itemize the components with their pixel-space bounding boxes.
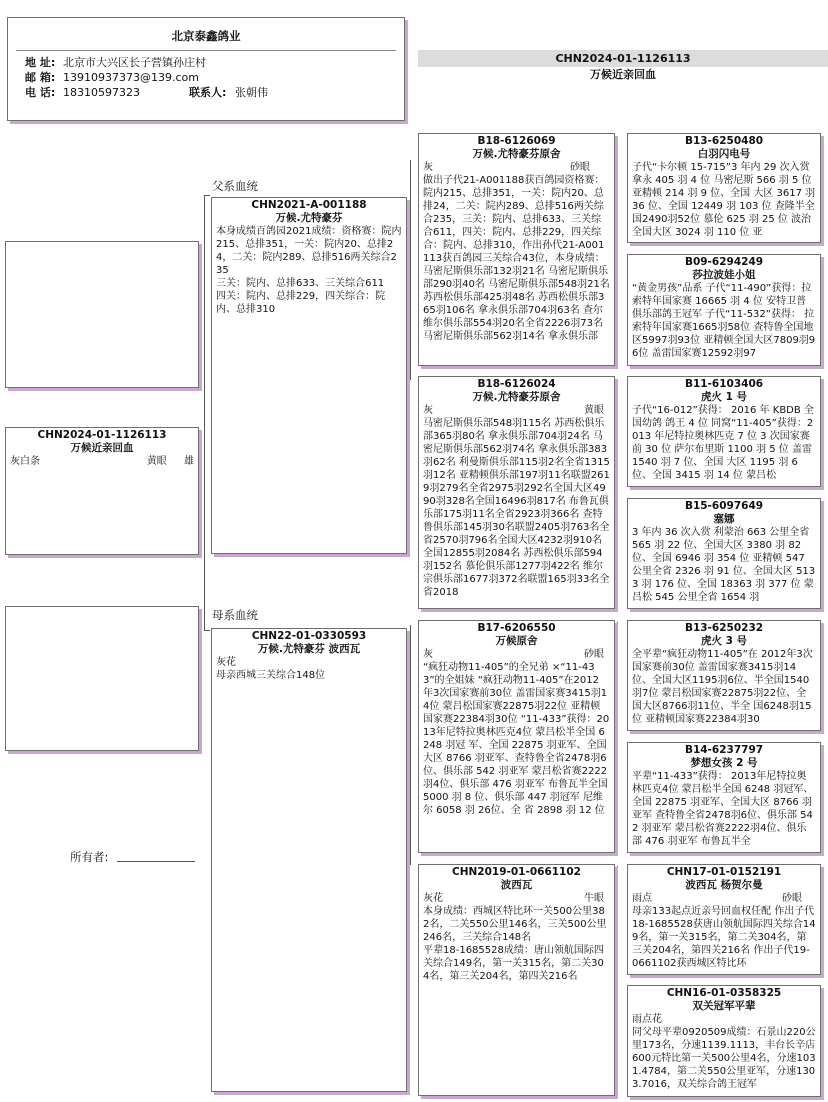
- sds-ring: B11-6103406: [684, 378, 764, 390]
- ddd-name: 双关冠军平辈: [692, 1000, 756, 1012]
- ds-card: [418, 620, 615, 853]
- ss-eye: 砂眼: [570, 162, 590, 173]
- sdd-ring: B15-6097649: [684, 500, 764, 512]
- dsd-name: 梦想女孩 2 号: [690, 757, 758, 769]
- ssd-ring: B09-6294249: [684, 256, 764, 268]
- ddd-ring: CHN16-01-0358325: [666, 987, 782, 999]
- photo-frame-top: [5, 241, 199, 388]
- phone-label: 电 话:: [25, 86, 56, 99]
- subject-sex: 雄: [184, 456, 194, 467]
- dds-card: [627, 864, 821, 975]
- sd-eye: 黄眼: [584, 405, 604, 416]
- dds-desc: 母亲133起点近亲号回血权任配 作出子代18-1685528获唐山领航国际四关综合149名，第一关315名，第二关304名，第三关204名，第四关216名 作出子代19-0661102获西城区特比环: [632, 906, 816, 969]
- sd-color: 灰: [423, 405, 433, 416]
- ddd-card: [627, 985, 821, 1097]
- sire-line-label: 父系血统: [212, 179, 258, 193]
- connector-gen1: [204, 195, 205, 630]
- ddd-desc: 同父母平辈0920509成绩：石景山220公里173名，分速1139.1113，丰台长辛店600元特比第一关500公里4名，分速1031.4784，第二关550公里亚军，分速1303.7016，双关综合鸽王冠军: [632, 1027, 816, 1090]
- ds-name: 万候原舍: [495, 635, 538, 647]
- sire-ring: CHN2021-A-001188: [251, 199, 367, 211]
- dss-desc: 全平辈“疯狂动物11-405”在 2012年3次国家赛前30位 盖雷国家赛3415羽14位、全国大区1195羽6位、半全国1540羽7位 蒙吕松国家赛22875羽22位、全国大区8766羽11位、半全 国6248羽15位 亚精顿国家赛22384羽30: [632, 649, 813, 725]
- header-box: [7, 17, 405, 121]
- ss-meta: [423, 161, 610, 174]
- ddd-color: 雨点花: [632, 1014, 662, 1025]
- phone-row: [8, 85, 404, 100]
- banner-ring: CHN2024-01-1126113: [418, 50, 828, 67]
- connector-gen3-c: [617, 622, 618, 742]
- ds-meta: [423, 648, 610, 661]
- dd-color: 灰花: [423, 893, 443, 904]
- ss-color: 灰: [423, 162, 433, 173]
- dam-desc: 母亲西城三关综合148位: [216, 670, 326, 681]
- dam-line-label: 母系血统: [212, 608, 258, 622]
- connector-gen1-bottom: [204, 630, 210, 631]
- dss-card: [627, 620, 821, 731]
- header-divider: [16, 50, 396, 51]
- dd-eye: 牛眼: [584, 893, 604, 904]
- dsd-desc: 平辈“11-433”获得： 2013年尼特拉奥林匹克4位 蒙吕松半全国 6248 羽冠军、全国 22875 羽亚军、全国大区 8766 羽亚军 查特鲁全省2478羽6位、俱乐部 542 羽亚军 蒙吕松省赛2222羽4位、俱乐部 476 羽亚军 布鲁瓦半全: [632, 771, 814, 847]
- sire-name: 万候.尤特豪芬: [275, 212, 343, 224]
- dd-card: [418, 864, 615, 1096]
- ss-name: 万候.尤特豪芬原舍: [472, 148, 561, 160]
- sd-meta: [423, 404, 610, 417]
- dsd-ring: B14-6237797: [684, 744, 764, 756]
- ds-desc: “疯狂动物11-405”的全兄弟 ×“11-433”的全姐妹 “疯狂动物11-405”在2012 年3次国家赛前30位 盖雷国家赛3415羽14位 蒙吕松国家赛22875羽22位 亚精顿国家赛22384羽30位 “11-433”获得：2013年尼特拉奥林匹克4位 蒙吕松半全国 6248 羽冠 军、全国 22875 羽亚军、全国大区 8766 羽亚军、查特鲁全省2478羽6位、俱乐部 542 羽亚军 蒙吕松省赛2222羽4位、俱乐部 476 羽亚军 布鲁瓦半全国 5000 羽 8 位、俱乐部 447 羽冠军 尼维尔 6058 羽 26位、全 省 2898 羽 12 位: [423, 662, 610, 816]
- subject-meta: [10, 455, 194, 468]
- dam-name: 万候.尤特豪芬 波西瓦: [257, 643, 361, 655]
- subject-ring: CHN2024-01-1126113: [37, 429, 167, 441]
- subject-card: [5, 427, 199, 555]
- sire-card: [211, 197, 407, 554]
- ssd-card: [627, 254, 821, 366]
- sdd-desc: 3 年内 36 次入赏 利蒙治 663 公里全省 565 羽 22 位、全国大区 3380 羽 82 位、全国 6946 羽 354 位 亚精顿 547 公里全省 2326 羽 91 位、全国大区 5133 羽 176 位、全国 18363 羽 377 位 蒙吕松 545 公里全省 1654 羽: [632, 527, 816, 603]
- dds-color: 雨点: [632, 893, 652, 904]
- connector-gen3-a: [617, 138, 618, 258]
- connector-gen2-dam: [410, 625, 411, 865]
- dss-name: 虎火 3 号: [700, 635, 748, 647]
- photo-frame-bottom: [5, 606, 199, 751]
- ss-card: [418, 133, 615, 366]
- dds-meta: [632, 892, 816, 905]
- banner-name: 万候近亲回血: [590, 68, 656, 81]
- sire-desc: 本身成绩百鸽园2021成绩：资格赛：院内215、总排351，一关：院内20、总排24，二关：院内289、总排516两关综合235 三关：院内、总排633、三关综合611 四关：院内、总排229，四关综合：院内、总排310: [216, 226, 402, 315]
- contact-value: 张朝伟: [235, 86, 268, 99]
- dd-ring: CHN2019-01-0661102: [452, 866, 581, 878]
- ds-eye: 砂眼: [584, 649, 604, 660]
- dds-eye: 砂眼: [782, 893, 802, 904]
- sss-card: [627, 133, 821, 243]
- phone-value: 18310597323: [63, 86, 140, 99]
- ssd-name: 莎拉波娃小姐: [692, 269, 756, 281]
- ds-color: 灰: [423, 649, 433, 660]
- ds-ring: B17-6206550: [477, 622, 556, 634]
- sd-card: [418, 376, 615, 609]
- sds-name: 虎火 1 号: [700, 391, 748, 403]
- sd-desc: 马密尼斯俱乐部548羽115名 苏西松俱乐部365羽80名 拿永俱乐部704羽24名 马密尼斯俱乐部562羽74名 拿永俱乐部383羽62名 利曼斯俱乐部115羽2名全省1315羽12名 亚精顿俱乐部197羽11名联盟2619羽279名全省2975羽292名全国大区4990羽328名全国16496羽817名 布鲁瓦俱乐部175羽11名全省2923羽366名 查特鲁俱乐部145羽30名联盟2405羽763名全省2570羽796名全国大区4232羽910名全国12855羽2084名 苏西松俱乐部594羽152名 慕伦俱乐部1277羽422名 维尔宗俱乐部1677羽372名联盟165羽33名全省2018: [423, 418, 610, 598]
- address-value: 北京市大兴区长子营镇孙庄村: [63, 56, 206, 69]
- dd-meta: [423, 892, 610, 905]
- owner-label: 所有者:: [70, 850, 109, 864]
- sd-name: 万候.尤特豪芬原舍: [472, 391, 561, 403]
- sss-name: 白羽闪电号: [697, 148, 751, 160]
- sds-card: [627, 376, 821, 487]
- connector-gen1-top: [204, 195, 210, 196]
- connector-gen2-sire: [410, 160, 411, 380]
- ss-ring: B18-6126069: [477, 135, 556, 147]
- dds-name: 波西瓦 杨贺尔曼: [685, 879, 763, 891]
- subject-name: 万候近亲回血: [70, 442, 134, 454]
- dsd-card: [627, 742, 821, 853]
- owner-underline: [117, 861, 195, 862]
- subject-color: 灰白条: [10, 456, 40, 467]
- sd-ring: B18-6126024: [477, 378, 556, 390]
- dam-card: [211, 628, 407, 1092]
- sss-desc: 子代“卡尔顿 15-715”3 年内 29 次入赏 拿永 405 羽 4 位 马密尼斯 566 羽 5 位 亚精顿 214 羽 9 位、全国 大区 3617 羽 36 位、全国 12449 羽 103 位 查隆半全国2490羽52位 慕伦 625 羽 25 位 波治全国大区 3024 羽 110 位 亚: [632, 162, 816, 238]
- dam-color: 灰花: [216, 657, 236, 668]
- company-name: 北京泰鑫鸽业: [171, 29, 241, 43]
- dd-desc: 本身成绩：西城区特比环一关500公里382名，二关550公里146名，三关500公里246名，三关综合148名 平辈18-1685528成绩：唐山领航国际四关综合149名，第一关315名，第二关304名，第三关204名，第四关216名: [423, 906, 607, 982]
- dam-ring: CHN22-01-0330593: [251, 630, 367, 642]
- dd-name: 波西瓦: [500, 879, 533, 891]
- email-row: [8, 70, 404, 85]
- subject-eye: 黄眼: [146, 456, 167, 467]
- dss-ring: B13-6250232: [684, 622, 764, 634]
- connector-gen3-d: [617, 866, 618, 986]
- dds-ring: CHN17-01-0152191: [666, 866, 782, 878]
- contact-label: 联系人:: [189, 86, 227, 99]
- ssd-desc: “黄金男孩”品系 子代“11-490”获得：拉索特年国家赛 16665 羽 4 位 安特卫普俱乐部鸽王冠军 子代“11-532”获得： 拉索特年国家赛1665羽58位 查特鲁全国地区5997羽93位 亚精顿全国大区7809羽96位 盖雷国家赛12592羽97: [632, 283, 816, 359]
- sss-ring: B13-6250480: [684, 135, 764, 147]
- sdd-card: [627, 498, 821, 609]
- address-row: [8, 55, 404, 70]
- sds-desc: 子代“16-012”获得： 2016 年 KBDB 全国幼鸽 鸽王 4 位 同窝“11-405”获得：2013 年尼特拉奥林匹克 7 位 3 次国家赛前 30 位 萨尔布里斯 1100 羽 5 位 盖雷 1540 羽 7 位、全国 大区 1195 羽 6 位、全国 3415 羽 14 位 蒙吕松: [632, 405, 814, 481]
- email-value: 13910937373@139.com: [63, 71, 199, 84]
- email-label: 邮 箱:: [25, 71, 56, 84]
- address-label: 地 址:: [25, 56, 56, 69]
- connector-gen3-b: [617, 380, 618, 500]
- sdd-name: 塞娜: [713, 513, 735, 525]
- ss-desc: 做出子代21-A001188获百鸽园资格赛：院内215、总排351，一关：院内20、总排24，二关：院内289、总排516两关综合235，三关：院内、总排633、三关综合611，四关：院内、总排229，四关综合：院内、总排310，作出孙代21-A001113获百鸽园三关综合43位，本身成绩：马密尼斯俱乐部132羽21名 马密尼斯俱乐部290羽40名 马密尼斯俱乐部548羽21名 苏西松俱乐部425羽48名 苏西松俱乐部365羽106名 拿永俱乐部704羽63名 查尔维尔俱乐部554羽20名全省2226羽73名 马密尼斯俱乐部562羽14名 拿永俱乐部: [423, 175, 610, 342]
